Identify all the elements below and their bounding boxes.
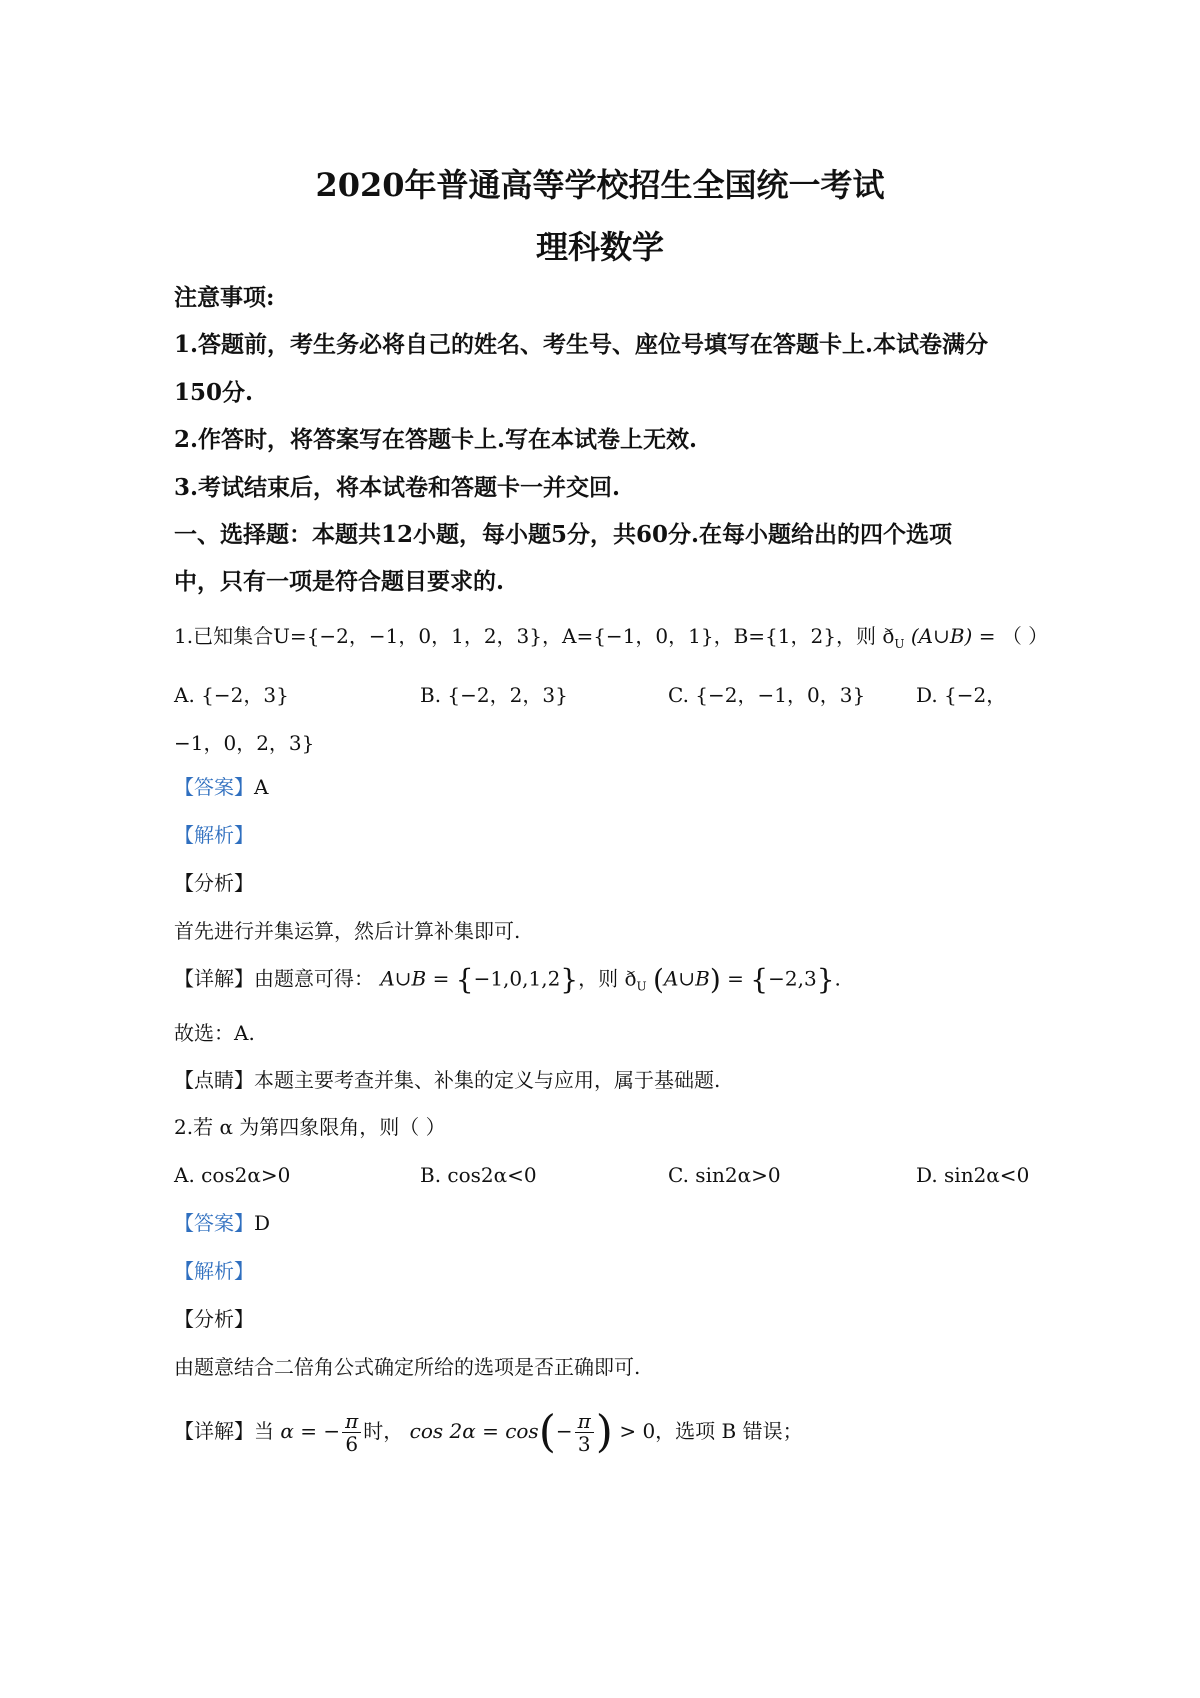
detail-expr-2: A∪B <box>663 966 710 991</box>
q2-option-a: A. cos2α>0 <box>174 1163 291 1187</box>
detail-intro: 由题意可得： <box>254 966 374 991</box>
q2-detail <box>174 1406 803 1458</box>
q2-option-b: B. cos2α<0 <box>420 1163 537 1187</box>
q2-detail-label: 【详解】 <box>174 1419 254 1443</box>
q2-cos-expr: cos 2α = cos <box>409 1419 539 1443</box>
q1-option-c: C. {−2，−1，0，3} <box>668 683 866 707</box>
section-heading: 一、选择题：本题共12小题，每小题5分，共60分.在每小题给出的四个选项 <box>174 521 953 548</box>
exam-title: 2020年普通高等学校招生全国统一考试 <box>315 166 885 204</box>
notice-item-1-cont: 150分. <box>174 379 254 406</box>
q2-answer-label: 【答案】 <box>174 1211 254 1235</box>
detail-expr-1: A∪B = <box>380 966 450 991</box>
q2-minus: − <box>555 1419 573 1443</box>
detail-set-1: −1,0,1,2 <box>473 966 561 991</box>
q2-detail-shi: 时， <box>363 1419 404 1443</box>
fraction-pi-over-3 <box>575 1410 594 1455</box>
notice-item-2: 2.作答时，将答案写在答题卡上.写在本试卷上无效. <box>174 426 698 453</box>
q2-analysis-label: 【解析】 <box>174 1259 254 1283</box>
fraction-denominator: 6 <box>345 1432 359 1456</box>
q1-option-d-cont: −1，0，2，3} <box>174 731 315 755</box>
right-paren: ) <box>709 963 721 996</box>
answer-label: 【答案】 <box>174 775 254 799</box>
q1-option-d: D. {−2， <box>916 683 1007 707</box>
big-right-paren: ) <box>595 1406 613 1458</box>
detail-equals: = <box>727 966 744 991</box>
left-brace-2: { <box>750 963 769 996</box>
section-heading-cont: 中，只有一项是符合题目要求的. <box>174 568 505 595</box>
fraction-denominator-2: 3 <box>577 1432 591 1456</box>
notice-heading: 注意事项: <box>174 284 275 311</box>
q1-answer <box>174 775 268 799</box>
fraction-numerator-2: π <box>575 1410 594 1433</box>
notice-item-1: 1.答题前，考生务必将自己的姓名、考生号、座位号填写在答题卡上.本试卷满分 <box>174 331 989 358</box>
left-paren: ( <box>653 963 664 996</box>
q1-analysis-label: 【解析】 <box>174 823 254 847</box>
q2-gt-zero: > 0 <box>619 1419 656 1443</box>
q1-option-b: B. {−2，2，3} <box>420 683 568 707</box>
right-brace-2: } <box>816 963 835 996</box>
notice-item-3: 3.考试结束后，将本试卷和答题卡一并交回. <box>174 474 621 501</box>
comment-text: 本题主要考查并集、补集的定义与应用，属于基础题. <box>254 1068 721 1092</box>
q1-choose: 故选：A. <box>174 1021 255 1045</box>
question-1-stem <box>174 624 1048 651</box>
q2-detail-when: 当 <box>254 1419 274 1443</box>
comment-label: 【点睛】 <box>174 1068 254 1092</box>
question-2-stem: 2.若 α 为第四象限角，则（ ） <box>174 1115 446 1139</box>
q1-detail <box>174 963 841 997</box>
right-brace: } <box>560 963 579 996</box>
q1-expression: (A∪B) = <box>910 624 996 648</box>
fraction-numerator: π <box>342 1410 361 1433</box>
q2-answer-value: D <box>254 1211 271 1235</box>
answer-value: A <box>254 775 269 799</box>
q2-answer <box>174 1211 270 1235</box>
detail-complement-symbol: ð <box>624 966 637 991</box>
detail-complement-subscript: U <box>636 979 647 994</box>
big-left-paren: ( <box>538 1406 556 1458</box>
q2-alpha-expr: α = − <box>280 1419 341 1443</box>
q2-option-d: D. sin2α<0 <box>916 1163 1030 1187</box>
q1-comment <box>174 1068 720 1092</box>
q2-fenxi-label: 【分析】 <box>174 1307 254 1331</box>
q2-detail-tail: ，选项 B 错误； <box>655 1419 803 1443</box>
complement-symbol: ð <box>882 624 895 648</box>
q1-option-a: A. {−2，3} <box>174 683 289 707</box>
q2-option-c: C. sin2α>0 <box>668 1163 781 1187</box>
exam-subtitle: 理科数学 <box>535 228 664 266</box>
detail-then: ，则 <box>578 966 619 991</box>
detail-label: 【详解】 <box>174 966 254 991</box>
q1-stem-text: 1.已知集合U={−2，−1，0，1，2，3}，A={−1，0，1}，B={1，2}，则 <box>174 624 876 648</box>
fraction-pi-over-6 <box>342 1410 361 1455</box>
complement-subscript: U <box>894 637 905 651</box>
detail-end: . <box>834 966 841 991</box>
detail-set-2: −2,3 <box>768 966 817 991</box>
q1-fenxi-label: 【分析】 <box>174 871 254 895</box>
q1-fenxi-text: 首先进行并集运算，然后计算补集即可. <box>174 919 521 943</box>
left-brace: { <box>455 963 474 996</box>
q2-fenxi-text: 由题意结合二倍角公式确定所给的选项是否正确即可. <box>174 1355 641 1379</box>
q1-blank: （ ） <box>1001 624 1049 648</box>
